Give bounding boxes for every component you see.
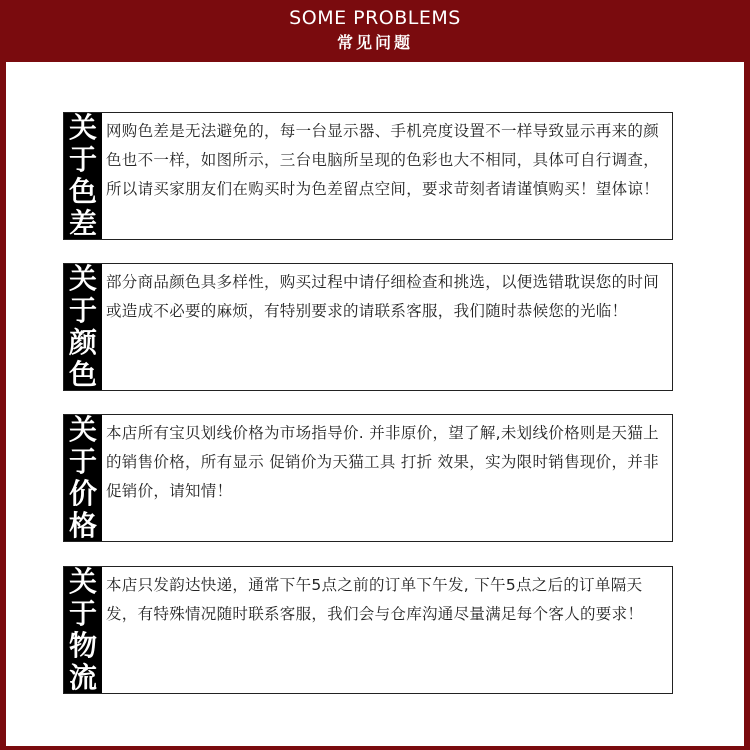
page-title: SOME PROBLEMS bbox=[289, 7, 461, 29]
page-subtitle: 常见问题 bbox=[336, 33, 413, 52]
label-char: 于 bbox=[68, 445, 97, 478]
label-char: 关 bbox=[68, 111, 97, 144]
label-char: 物 bbox=[68, 629, 97, 662]
label-char: 于 bbox=[68, 597, 97, 630]
faq-card-color-difference bbox=[63, 112, 673, 240]
card-text: 部分商品颜色具多样性，购买过程中请仔细检查和挑选，以便选错耽误您的时间或造成不必要的麻烦，有特别要求的请联系客服，我们随时恭候您的光临！ bbox=[106, 273, 660, 320]
page-header bbox=[0, 0, 750, 62]
label-char: 差 bbox=[68, 207, 97, 240]
card-text: 网购色差是无法避免的，每一台显示器、手机亮度设置不一样导致显示再来的颜色也不一样，如图所示，三台电脑所呈现的色彩也大不相同，具体可自行调查，所以请买家朋友们在购买时为色差留点空间，要求苛刻者请谨慎购买！望体谅！ bbox=[106, 122, 660, 198]
card-text: 本店所有宝贝划线价格为市场指导价. 并非原价，望了解,未划线价格则是天猫上的销售价格，所有显示 促销价为天猫工具 打折 效果，实为限时销售现价，并非促销价，请知情！ bbox=[106, 424, 659, 500]
label-char: 于 bbox=[68, 294, 97, 327]
label-char: 于 bbox=[68, 143, 97, 176]
card-label bbox=[64, 567, 102, 693]
faq-card-color bbox=[63, 263, 673, 391]
label-char: 流 bbox=[68, 661, 97, 694]
label-char: 色 bbox=[68, 175, 97, 208]
label-char: 关 bbox=[68, 565, 97, 598]
label-char: 关 bbox=[68, 413, 97, 446]
label-char: 格 bbox=[68, 509, 97, 542]
card-label bbox=[64, 415, 102, 541]
label-char: 关 bbox=[68, 262, 97, 295]
card-text: 本店只发韵达快递，通常下午5点之前的订单下午发, 下午5点之后的订单隔天发，有特殊情况随时联系客服，我们会与仓库沟通尽量满足每个客人的要求！ bbox=[106, 576, 644, 623]
card-label bbox=[64, 264, 102, 390]
card-label bbox=[64, 113, 102, 239]
faq-card-price bbox=[63, 414, 673, 542]
label-char: 价 bbox=[68, 477, 97, 510]
label-char: 色 bbox=[68, 358, 97, 391]
faq-card-logistics bbox=[63, 566, 673, 694]
label-char: 颜 bbox=[68, 326, 97, 359]
